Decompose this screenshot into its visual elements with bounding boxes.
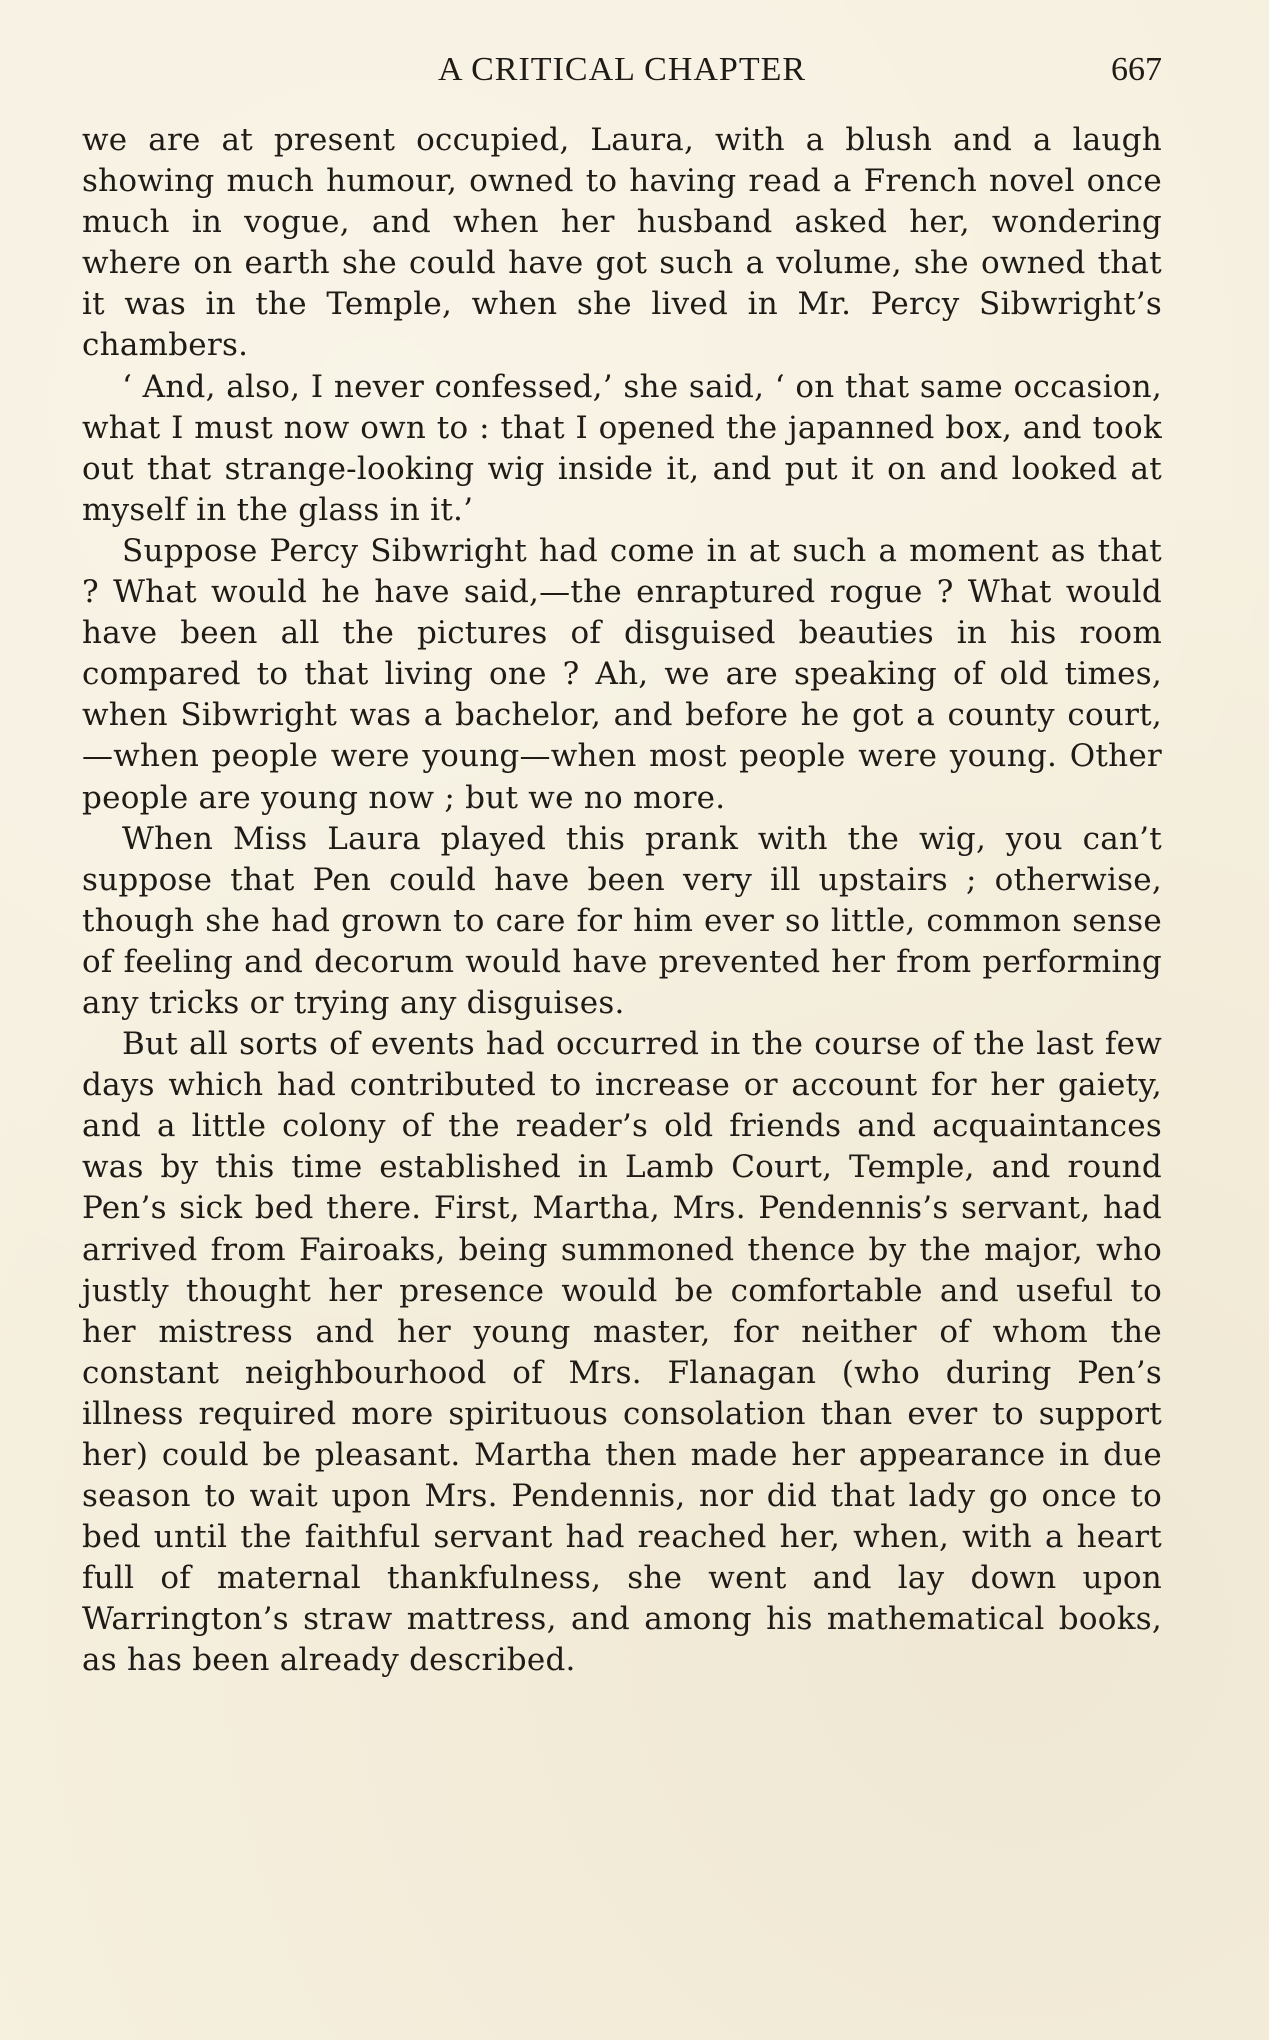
chapter-title: A CRITICAL CHAPTER [437, 51, 807, 88]
paragraph-1: we are at present occupied, Laura, with a blush and a laugh showing much humour, owned to having read a French novel once much in vogue, and when her husband asked her, wondering where on earth she could have got such a volume, she owned that it was in the Temple, when she lived in Mr. Percy Sibwright’s chambers. [82, 122, 1162, 364]
running-head [82, 48, 1162, 92]
paragraph-3: Suppose Percy Sibwright had come in at such a moment as that ? What would he have said,—the enraptured rogue ? What would have been all the pictures of disguised beauties in his room compared to that living one ? Ah, we are speaking of old times, when Sibwright was a bachelor, and before he got a county court,—when people were young—when most people were young. Other people are young now ; but we no more. [82, 532, 1162, 816]
paragraph-2: ‘ And, also, I never confessed,’ she said, ‘ on that same occasion, what I must now own to : that I opened the japanned box, and took out that strange-looking wig inside it, and put it on and looked at myself in the glass in it.’ [82, 368, 1162, 528]
page-number: 667 [1111, 51, 1162, 88]
paragraph-5: But all sorts of events had occurred in the course of the last few days which had contributed to increase or account for her gaiety, and a little colony of the reader’s old friends and acquaintances was by this time established in Lamb Court, Temple, and round Pen’s sick bed there. First, Martha, Mrs. Pendennis’s servant, had arrived from Fairoaks, being summoned thence by the major, who justly thought her presence would be comfortable and useful to her mistress and her young master, for neither of whom the constant neighbourhood of Mrs. Flanagan (who during Pen’s illness required more spirituous consolation than ever to support her) could be pleasant. Martha then made her appearance in due season to wait upon Mrs. Pendennis, nor did that lady go once to bed until the faithful servant had reached her, when, with a heart full of maternal thankfulness, she went and lay down upon Warrington’s straw mattress, and among his mathematical books, as has been already described. [82, 1026, 1162, 1679]
paragraph-4: When Miss Laura played this prank with the wig, you can’t suppose that Pen could have been very ill upstairs ; otherwise, though she had grown to care for him ever so little, common sense of feeling and decorum would have prevented her from performing any tricks or trying any disguises. [82, 820, 1162, 1021]
body-text [82, 120, 1162, 1682]
